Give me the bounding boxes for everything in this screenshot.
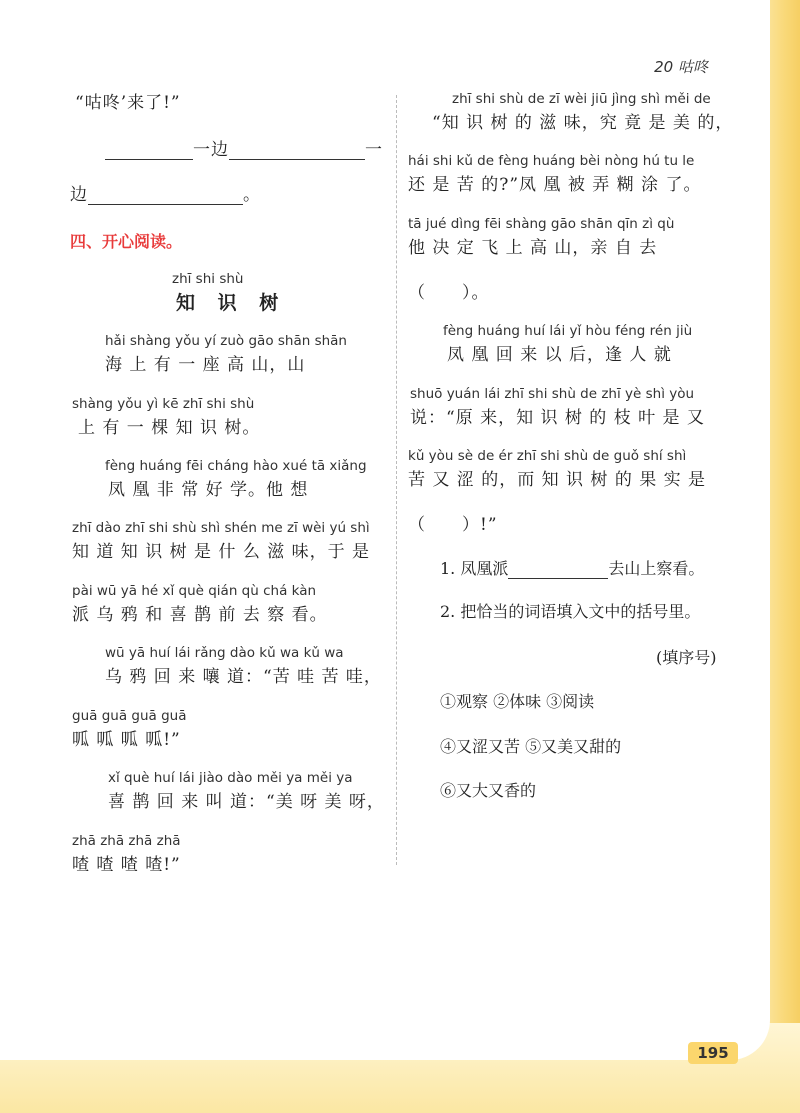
fill-text-end: 一: [365, 140, 383, 160]
answer-bracket[interactable]: （ ）!”: [408, 515, 498, 535]
option-row: ①观察 ②体味 ③阅读: [440, 692, 595, 711]
answer-blank[interactable]: [508, 560, 608, 579]
fill-line-2: [70, 180, 261, 205]
question-1: [440, 556, 704, 579]
text-line: 喜 鹊 回 来 叫 道：“美 呀 美 呀，: [108, 792, 385, 812]
intro-line: “咕咚’来了!”: [75, 93, 181, 113]
text-line: 知 道 知 识 树 是 什 么 滋 味，于 是: [72, 542, 371, 562]
text-line: 说：“原 来，知 识 树 的 枝 叶 是 又: [410, 408, 705, 428]
text-line: 呱 呱 呱 呱!”: [72, 730, 181, 750]
fill-line-1: [105, 135, 383, 160]
pinyin-line: zhī dào zhī shi shù shì shén me zī wèi yú shì: [72, 520, 370, 536]
text-line: 喳 喳 喳 喳!”: [72, 855, 181, 875]
pinyin-line: guā guā guā guā: [72, 708, 187, 724]
fill-text-start: 边: [70, 185, 88, 205]
fill-text-period: 。: [243, 185, 261, 205]
text-line: 乌 鸦 回 来 嚷 道：“苦 哇 苦 哇，: [105, 667, 382, 687]
story-title-pinyin: zhī shi shù: [172, 271, 244, 287]
text-line: 上 有 一 棵 知 识 树。: [78, 418, 261, 438]
pinyin-line: shuō yuán lái zhī shi shù de zhī yè shì yòu: [410, 386, 695, 402]
column-divider: [396, 95, 397, 865]
pinyin-line: fèng huáng fēi cháng hào xué tā xiǎng: [105, 458, 367, 474]
chapter-header: 20 咕咚: [654, 58, 708, 76]
pinyin-line: wū yā huí lái rǎng dào kǔ wa kǔ wa: [105, 645, 344, 661]
story-title: 知 识 树: [176, 292, 287, 314]
pinyin-line: pài wū yā hé xǐ què qián qù chá kàn: [72, 583, 317, 599]
pinyin-line: zhī shi shù de zī wèi jiū jìng shì měi de: [452, 91, 711, 107]
text-line: 他 决 定 飞 上 高 山，亲 自 去: [408, 238, 658, 258]
pinyin-line: xǐ què huí lái jiào dào měi ya měi ya: [108, 770, 353, 786]
page-number: 195: [688, 1042, 738, 1064]
text-line: 派 乌 鸦 和 喜 鹊 前 去 察 看。: [72, 605, 328, 625]
answer-bracket[interactable]: （ ）。: [408, 283, 490, 303]
section-title: 四、开心阅读。: [70, 232, 183, 251]
pinyin-line: kǔ yòu sè de ér zhī shi shù de guǒ shí shì: [408, 448, 687, 464]
question-1-suffix: 去山上察看。: [608, 559, 705, 578]
pinyin-line: tā jué dìng fēi shàng gāo shān qīn zì qù: [408, 216, 675, 232]
answer-blank[interactable]: [88, 186, 243, 205]
question-2: 2. 把恰当的词语填入文中的括号里。: [440, 602, 701, 621]
option-row: ⑥又大又香的: [440, 781, 537, 800]
pinyin-line: fèng huáng huí lái yǐ hòu féng rén jiù: [443, 323, 693, 339]
option-row: ④又涩又苦 ⑤又美又甜的: [440, 737, 622, 756]
text-line: 苦 又 涩 的，而 知 识 树 的 果 实 是: [408, 470, 707, 490]
text-line: 凤 凰 回 来 以 后，逢 人 就: [447, 345, 672, 365]
answer-blank[interactable]: [229, 141, 365, 160]
text-line: “知 识 树 的 滋 味，究 竟 是 美 的，: [432, 113, 734, 133]
answer-blank[interactable]: [105, 141, 193, 160]
question-2-note: (填序号): [656, 648, 717, 667]
text-line: 海 上 有 一 座 高 山，山: [105, 355, 306, 375]
pinyin-line: zhā zhā zhā zhā: [72, 833, 181, 849]
pinyin-line: hái shi kǔ de fèng huáng bèi nòng hú tu le: [408, 153, 695, 169]
text-line: 还 是 苦 的?”凤 凰 被 弄 糊 涂 了。: [408, 175, 702, 195]
fill-text-mid: 一边: [193, 140, 229, 160]
pinyin-line: shàng yǒu yì kē zhī shi shù: [72, 396, 255, 412]
pinyin-line: hǎi shàng yǒu yí zuò gāo shān shān: [105, 333, 347, 349]
text-line: 凤 凰 非 常 好 学。他 想: [108, 480, 309, 500]
question-1-prefix: 1. 凤凰派: [440, 559, 509, 578]
